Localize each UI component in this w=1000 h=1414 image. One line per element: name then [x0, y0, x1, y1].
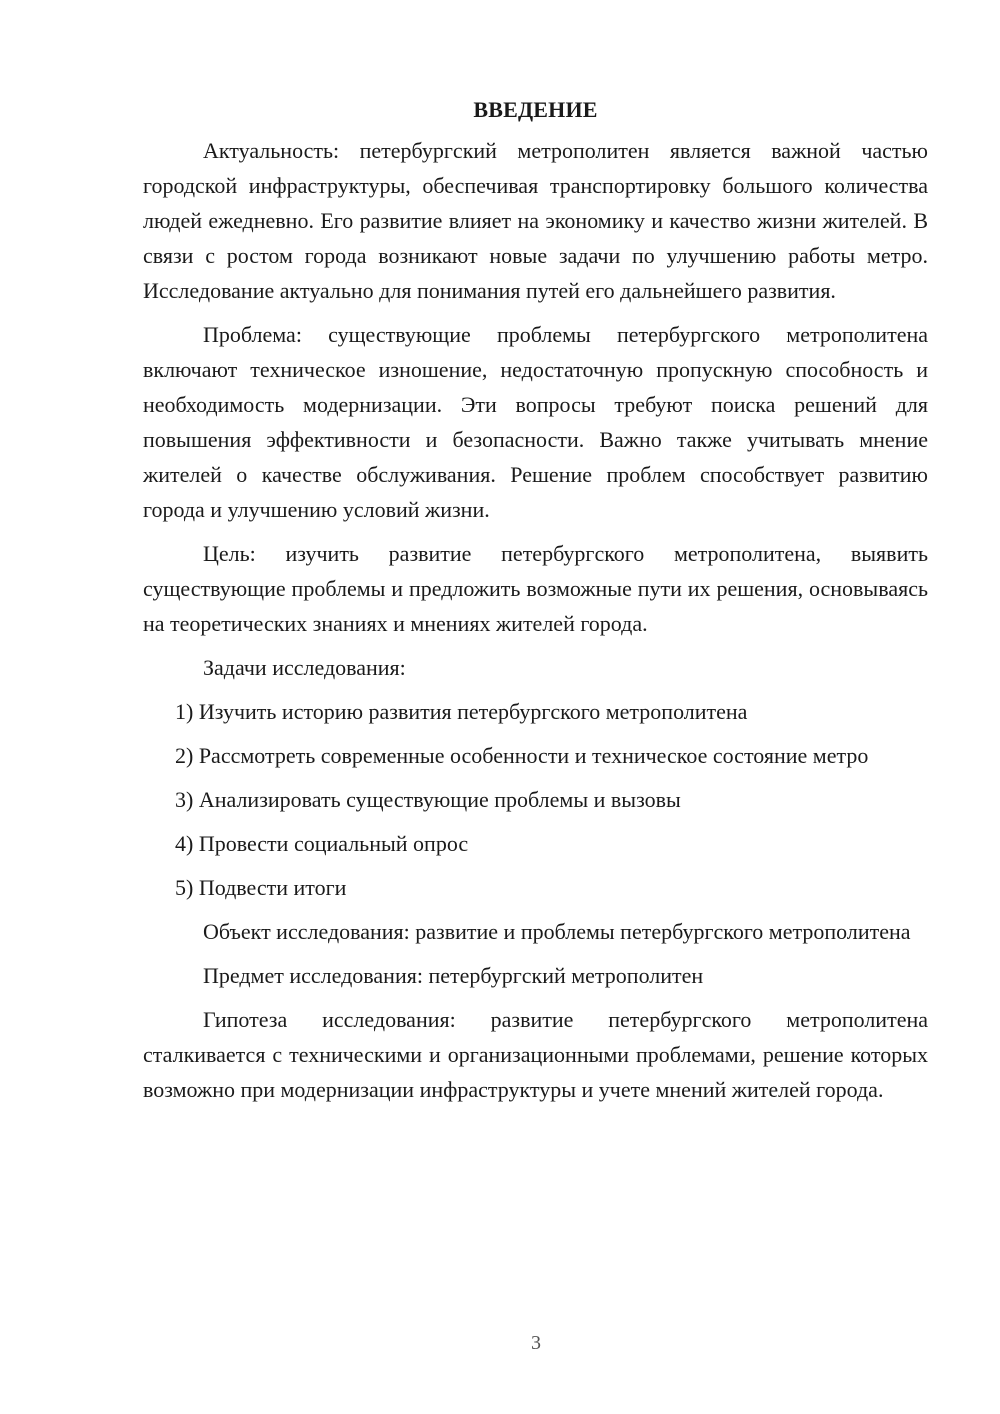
goal-paragraph: Цель: изучить развитие петербургского метрополитена, выявить существующие проблемы и предложить возможные пути их решения, основываясь на теоретических знаниях и мнениях жителей города. [143, 541, 928, 636]
list-item: 3) Анализировать существующие проблемы и вызовы [175, 787, 681, 812]
document-page [143, 92, 928, 1107]
tasks-list [143, 694, 928, 905]
list-item: 5) Подвести итоги [175, 875, 347, 900]
problem-paragraph: Проблема: существующие проблемы петербургского метрополитена включают техническое изношение, недостаточную пропускную способность и необходимость модернизации. Эти вопросы требуют поиска решений для повышения эффективности и безопасности. Важно также учитывать мнение жителей о качестве обслуживания. Решение проблем способствует развитию города и улучшению условий жизни. [143, 322, 928, 522]
relevance-paragraph: Актуальность: петербургский метрополитен является важной частью городской инфраструктуры, обеспечивая транспортировку большого количества людей ежедневно. Его развитие влияет на экономику и качество жизни жителей. В связи с ростом города возникают новые задачи по улучшению работы метро. Исследование актуально для понимания путей его дальнейшего развития. [143, 138, 928, 303]
hypothesis-paragraph: Гипотеза исследования: развитие петербургского метрополитена сталкивается с техническими и организационными проблемами, решение которых возможно при модернизации инфраструктуры и учете мнений жителей города. [143, 1007, 928, 1102]
list-item: 2) Рассмотреть современные особенности и техническое состояние метро [175, 743, 869, 768]
section-title: ВВЕДЕНИЕ [473, 97, 598, 122]
tasks-heading: Задачи исследования: [203, 655, 406, 680]
object-paragraph: Объект исследования: развитие и проблемы петербургского метрополитена [203, 919, 911, 944]
page-number: 3 [531, 1332, 541, 1354]
list-item: 4) Провести социальный опрос [175, 831, 469, 856]
subject-paragraph: Предмет исследования: петербургский метрополитен [203, 963, 704, 988]
list-item: 1) Изучить историю развития петербургского метрополитена [175, 699, 748, 724]
